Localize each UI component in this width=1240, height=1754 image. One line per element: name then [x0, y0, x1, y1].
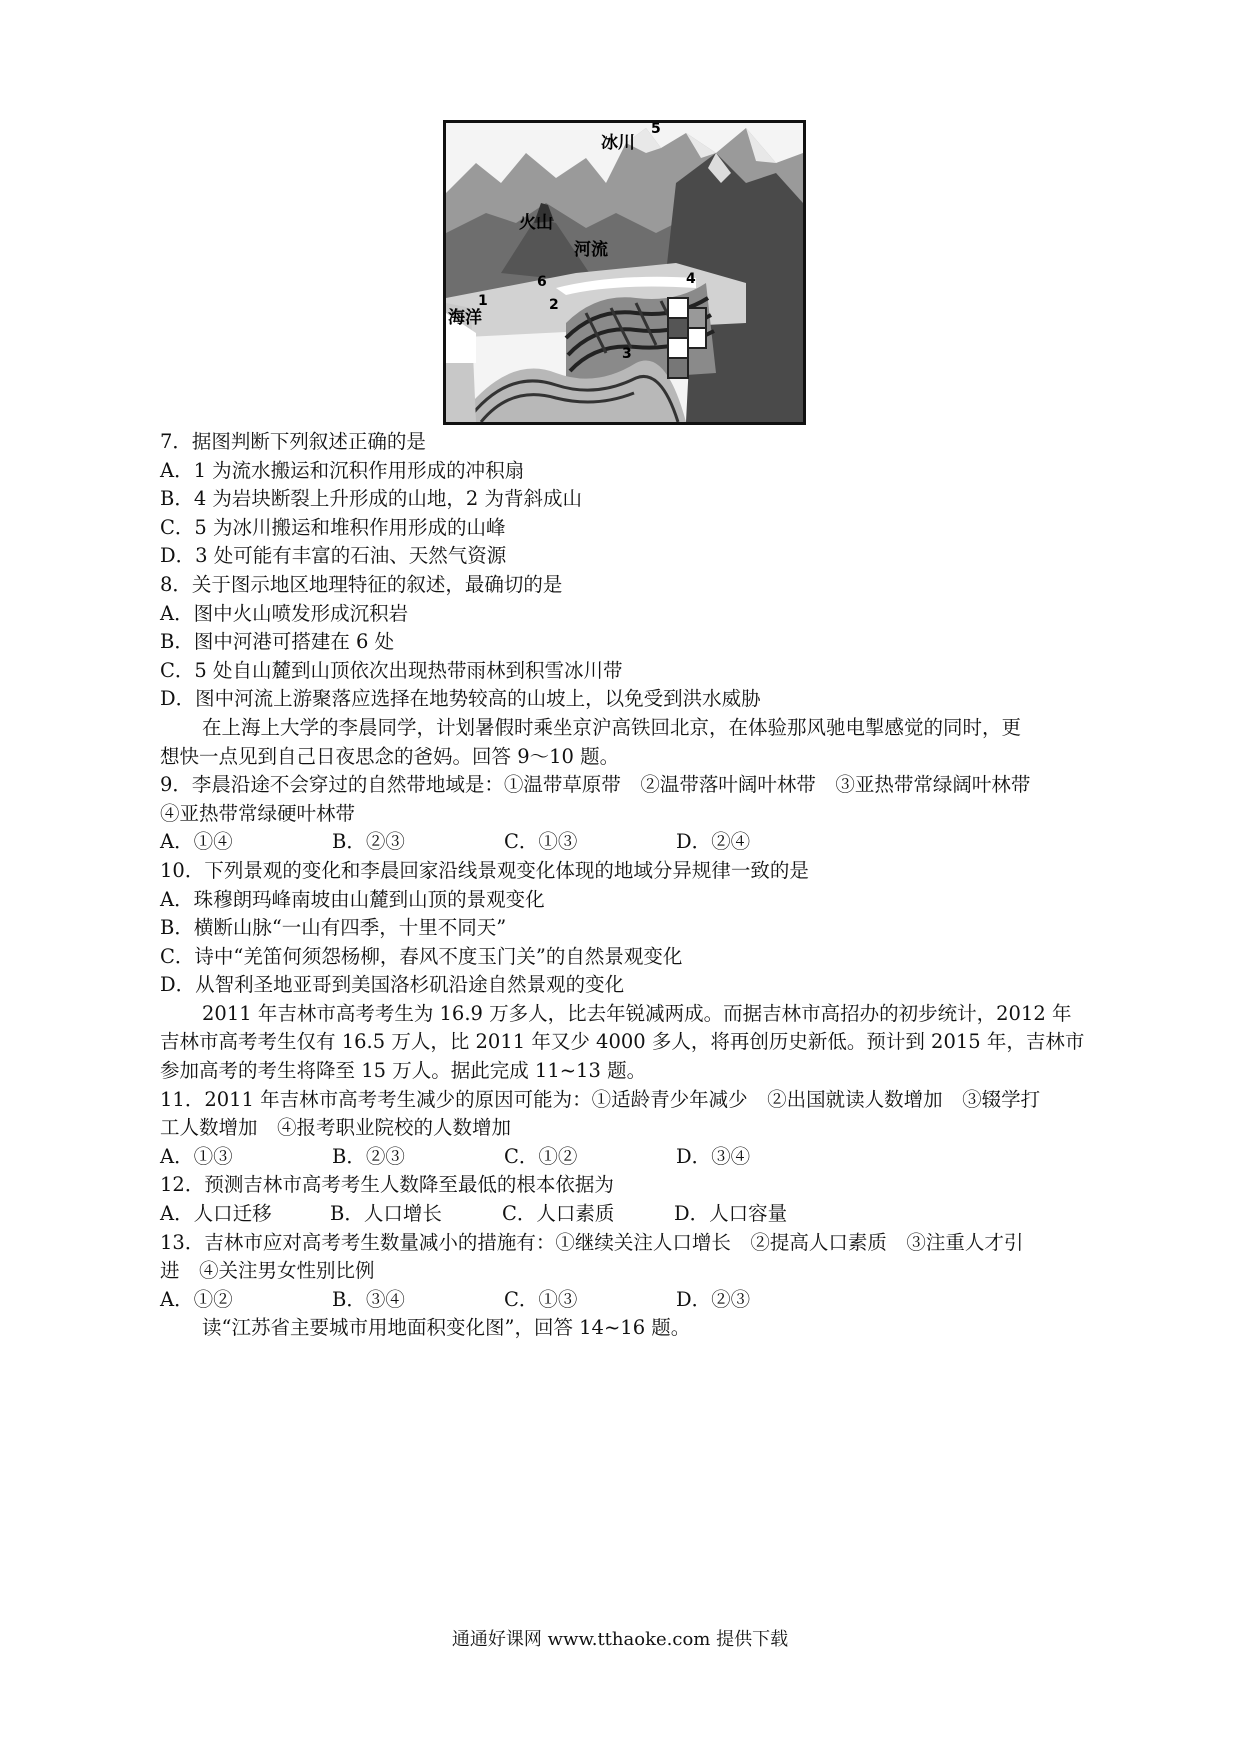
q8-option-a: A．图中火山喷发形成沉积岩 [160, 601, 409, 625]
q12-option-a: A．人口迁移 [160, 1202, 272, 1226]
q7-option-c: C．5 为冰川搬运和堆积作用形成的山峰 [160, 515, 506, 539]
q7-stem: 7．据图判断下列叙述正确的是 [160, 430, 426, 453]
label-2: 2 [549, 297, 559, 313]
q13-option-a: A．①② [160, 1287, 233, 1311]
q7-option-a: A．1 为流水搬运和沉积作用形成的冲积扇 [160, 458, 525, 482]
landform-illustration [446, 123, 803, 422]
label-1: 1 [478, 293, 488, 309]
q10-option-d: D．从智利圣地亚哥到美国洛杉矶沿途自然景观的变化 [160, 973, 625, 997]
label-4: 4 [686, 271, 696, 287]
q7-option-d: D．3 处可能有丰富的石油、天然气资源 [160, 544, 507, 568]
q11-option-b: B．②③ [332, 1144, 405, 1168]
label-5: 5 [651, 123, 661, 137]
q12-option-b: B．人口增长 [330, 1202, 442, 1226]
q13-stem: 13．吉林市应对高考考生数量减小的措施有：①继续关注人口增长 ②提高人口素质 ③注重人才引 [160, 1230, 1024, 1254]
label-river: 河流 [574, 240, 608, 260]
q12-option-c: C．人口素质 [502, 1202, 615, 1226]
q12-options [160, 1200, 1140, 1229]
passage-1-line-2: 想快一点见到自己日夜思念的爸妈。回答 9～10 题。 [160, 744, 620, 768]
q13-stem-cont: 进 ④关注男女性别比例 [160, 1259, 375, 1283]
q10-option-c: C．诗中“羌笛何须怨杨柳，春风不度玉门关”的自然景观变化 [160, 944, 683, 968]
landform-figure [443, 120, 806, 425]
q9-options [160, 828, 1140, 857]
question-text [160, 428, 1140, 1343]
q9-option-b: B．②③ [332, 830, 405, 854]
q12-option-d: D．人口容量 [674, 1202, 788, 1226]
passage-2-line-2: 吉林市高考考生仅有 16.5 万人，比 2011 年又少 4000 多人，将再创历史新低。预计到 2015 年，吉林市 [160, 1030, 1085, 1054]
label-6: 6 [537, 274, 547, 290]
q10-option-b: B．横断山脉“一山有四季，十里不同天” [160, 916, 507, 940]
q11-option-c: C．①② [504, 1144, 578, 1168]
q10-option-a: A．珠穆朗玛峰南坡由山麓到山顶的景观变化 [160, 887, 545, 911]
q13-option-b: B．③④ [332, 1287, 405, 1311]
q11-stem-cont: 工人数增加 ④报考职业院校的人数增加 [160, 1116, 512, 1140]
label-3: 3 [622, 346, 632, 362]
q9-option-d: D．②④ [676, 830, 751, 854]
q13-option-c: C．①③ [504, 1287, 578, 1311]
q9-option-c: C．①③ [504, 830, 578, 854]
q8-option-b: B．图中河港可搭建在 6 处 [160, 630, 395, 654]
q9-stem-cont: ④亚热带常绿硬叶林带 [160, 801, 356, 825]
q9-stem: 9．李晨沿途不会穿过的自然带地域是：①温带草原带 ②温带落叶阔叶林带 ③亚热带常绿阔叶林带 [160, 773, 1031, 797]
q11-stem: 11．2011 年吉林市高考考生减少的原因可能为：①适龄青少年减少 ②出国就读人数增加 ③辍学打 [160, 1087, 1041, 1111]
q12-stem: 12．预测吉林市高考考生人数降至最低的根本依据为 [160, 1173, 614, 1197]
passage-1-line-1: 在上海上大学的李晨同学，计划暑假时乘坐京沪高铁回北京，在体验那风驰电掣感觉的同时，更 [202, 715, 1022, 739]
q8-stem: 8．关于图示地区地理特征的叙述，最确切的是 [160, 572, 563, 596]
label-volcano: 火山 [519, 213, 553, 233]
passage-3: 读“江苏省主要城市用地面积变化图”，回答 14~16 题。 [202, 1316, 691, 1340]
q8-option-d: D．图中河流上游聚落应选择在地势较高的山坡上，以免受到洪水威胁 [160, 687, 761, 711]
label-glacier: 冰川 [601, 133, 635, 153]
q13-option-d: D．②③ [676, 1287, 751, 1311]
label-ocean: 海洋 [448, 308, 482, 328]
q13-options [160, 1286, 1140, 1315]
q11-options [160, 1143, 1140, 1172]
passage-2-line-3: 参加高考的考生将降至 15 万人。据此完成 11~13 题。 [160, 1059, 647, 1083]
footer-source: 通通好课网 www.tthaoke.com 提供下载 [451, 1629, 789, 1650]
q8-option-c: C．5 处自山麓到山顶依次出现热带雨林到积雪冰川带 [160, 658, 623, 682]
q11-option-d: D．③④ [676, 1144, 751, 1168]
q11-option-a: A．①③ [160, 1144, 233, 1168]
q10-stem: 10．下列景观的变化和李晨回家沿线景观变化体现的地域分异规律一致的是 [160, 858, 809, 882]
q9-option-a: A．①④ [160, 830, 233, 854]
q7-option-b: B．4 为岩块断裂上升形成的山地，2 为背斜成山 [160, 487, 583, 511]
passage-2-line-1: 2011 年吉林市高考考生为 16.9 万多人，比去年锐减两成。而据吉林市高招办的初步统计，2012 年 [202, 1001, 1072, 1025]
